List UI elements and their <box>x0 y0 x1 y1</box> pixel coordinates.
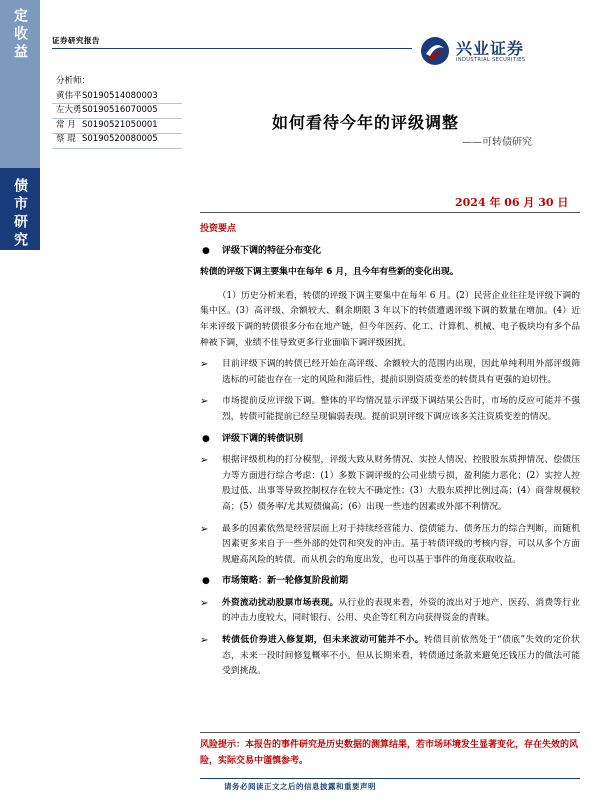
risk-divider <box>200 732 580 733</box>
list-item-bold: 转债低价券进入修复期，但未来波动可能并不小。 <box>222 635 424 646</box>
report-title: 如何看待今年的评级调整 <box>272 113 460 132</box>
list-item-text: 目前评级下调的转债已经开始在高评级、余额较大的范围内出现，因此单纯利用外部评级筛选标的可能也存在一定的风险和滞后性，提前识别资质变差的转债具有更强的迫切性。 <box>222 359 580 385</box>
section-paragraph: （1）历史分析来看，转债的评级下调主要集中在每年 6 月。(2）民营企业往往是评级下调的集中区。(3）高评级、余额较大、剩余期限 3 年以下的转债遭遇评级下调的数量在增加。(4）近年来评级下调的转债很多分布在地产链，但今年医药、化工、计算机、机械、电子板块均有多个品种被下调，业绩不佳导致更多行业面临下调评级困扰。 <box>200 290 580 348</box>
analyst-row <box>56 89 158 104</box>
summary-section-label: 投资要点 <box>200 224 237 234</box>
footer-divider <box>200 778 580 779</box>
list-item <box>200 633 580 680</box>
analyst-license: S0190520080005 <box>82 134 158 145</box>
analyst-row <box>56 132 158 147</box>
list-item-body: 从行业的表现来看，外资的流出对于地产、医药、消费等行业的冲击力度较大，同时银行、公用、央企等红利方向获得资金的青睐。 <box>222 597 580 624</box>
section-lead: 转债的评级下调主要集中在每年 6 月，且今年有些新的变化出现。 <box>200 267 459 278</box>
analyst-name: 蔡 琨 <box>56 134 76 145</box>
list-item-text: 市场提前反应评级下调。整体的平均情况显示评级下调结果公告时，市场的反应可能并不强烈，转债可能提前已经呈现偏弱表现。提前识别评级下调应该多关注资质变差的情况。 <box>222 396 580 422</box>
list-item-bold: 外资流动扰动股票市场表现。 <box>222 597 339 608</box>
risk-warning: 风险提示：本报告的事件研究是历史数据的测算结果，若市场环境发生显著变化，存在失效的风险，实际交易中谨慎参考。 <box>200 740 579 766</box>
bullet-dot-icon: ● <box>202 433 210 444</box>
analyst-name: 常 月 <box>56 119 76 130</box>
list-item-text <box>222 633 580 680</box>
analyst-divider <box>52 103 182 104</box>
section-heading <box>200 244 580 260</box>
analyst-license: S0190521050001 <box>82 119 158 130</box>
section-heading <box>200 574 580 590</box>
list-item-text: 最多的因素依然是经营层面上对于持续经营能力、偿债能力、债务压力的综合判断，而随机因素更多来自于一些外部的处罚和突发的冲击。基于转债评级的考核内容，可以从多个方面规避高风险的转债。而从机会的角度出发，也可以基于事件的角度获取收益。 <box>222 523 580 565</box>
analyst-heading: 分析师： <box>56 76 91 86</box>
sector-banner-bottom <box>0 168 40 250</box>
date-divider <box>200 212 580 213</box>
analyst-list <box>56 74 158 147</box>
section-heading <box>200 432 580 448</box>
section-heading-text: 市场策略：新一轮修复阶段前期 <box>222 576 349 587</box>
list-item-text <box>222 596 580 627</box>
investment-summary <box>200 222 580 680</box>
analyst-license: S0190514080003 <box>82 90 158 101</box>
report-type-label: 证券研究报告 <box>52 36 100 45</box>
arrow-bullet-icon: ➢ <box>200 597 209 609</box>
list-item <box>200 522 580 569</box>
section-heading-text: 评级下调的转债识别 <box>222 433 304 444</box>
bullet-dot-icon: ● <box>202 576 210 587</box>
logo-name-cn: 兴业证券 <box>456 38 525 58</box>
list-item <box>200 453 580 515</box>
header-divider <box>52 48 412 49</box>
disclosure-footer: 请务必阅读正文之后的信息披露和重要声明 <box>224 782 376 791</box>
analyst-divider <box>52 133 182 134</box>
bullet-dot-icon: ● <box>202 245 210 256</box>
list-item <box>200 357 580 388</box>
arrow-bullet-icon: ➢ <box>200 523 209 535</box>
list-item-text: 根据评级机构的打分模型，评级大致从财务情况、实控人情况、控股股东质押情况、偿债压力等方面进行综合考虑：(1）多数下调评级的公司业绩亏损，盈利能力恶化；(2）实控人控股过低、出事等导致控制权存在较大不确定性；(3）大股东质押比例过高；(4）商誉规模较高；(5）债务率/尤其短债偏高；(6）出现一些违约因素或外部不利情况。 <box>222 455 580 512</box>
section-heading-text: 评级下调的特征分布变化 <box>222 245 322 256</box>
analyst-row <box>56 103 158 118</box>
arrow-bullet-icon: ➢ <box>200 455 209 467</box>
list-item <box>200 596 580 627</box>
sector-label-fixed-income: 定收益 <box>12 8 28 62</box>
analyst-divider <box>52 148 182 149</box>
analyst-divider <box>52 118 182 119</box>
logo-name-en: INDUSTRIAL SECURITIES <box>456 56 526 63</box>
analyst-license: S0190516070005 <box>82 105 158 116</box>
analyst-name: 左大勇 <box>56 105 82 116</box>
analyst-name: 黄伟平 <box>56 90 82 101</box>
company-logo <box>420 34 580 68</box>
list-item <box>200 394 580 425</box>
analyst-row <box>56 118 158 133</box>
sector-label-bond-research: 债市研究 <box>12 178 28 250</box>
report-date: 2024 年 06 月 30 日 <box>455 196 569 209</box>
list-item-body: 转债目前依然处于“债底”失效的定价状态，未来一段时间修复概率不小。但从长期来看，转债通过条款来避免还钱压力的做法可能受到挑战。 <box>222 635 580 677</box>
arrow-bullet-icon: ➢ <box>200 359 209 371</box>
arrow-bullet-icon: ➢ <box>200 635 209 647</box>
report-subtitle: ——可转债研究 <box>462 137 532 148</box>
sector-banner-top <box>0 0 40 168</box>
logo-mark-icon <box>420 36 450 66</box>
arrow-bullet-icon: ➢ <box>200 396 209 408</box>
